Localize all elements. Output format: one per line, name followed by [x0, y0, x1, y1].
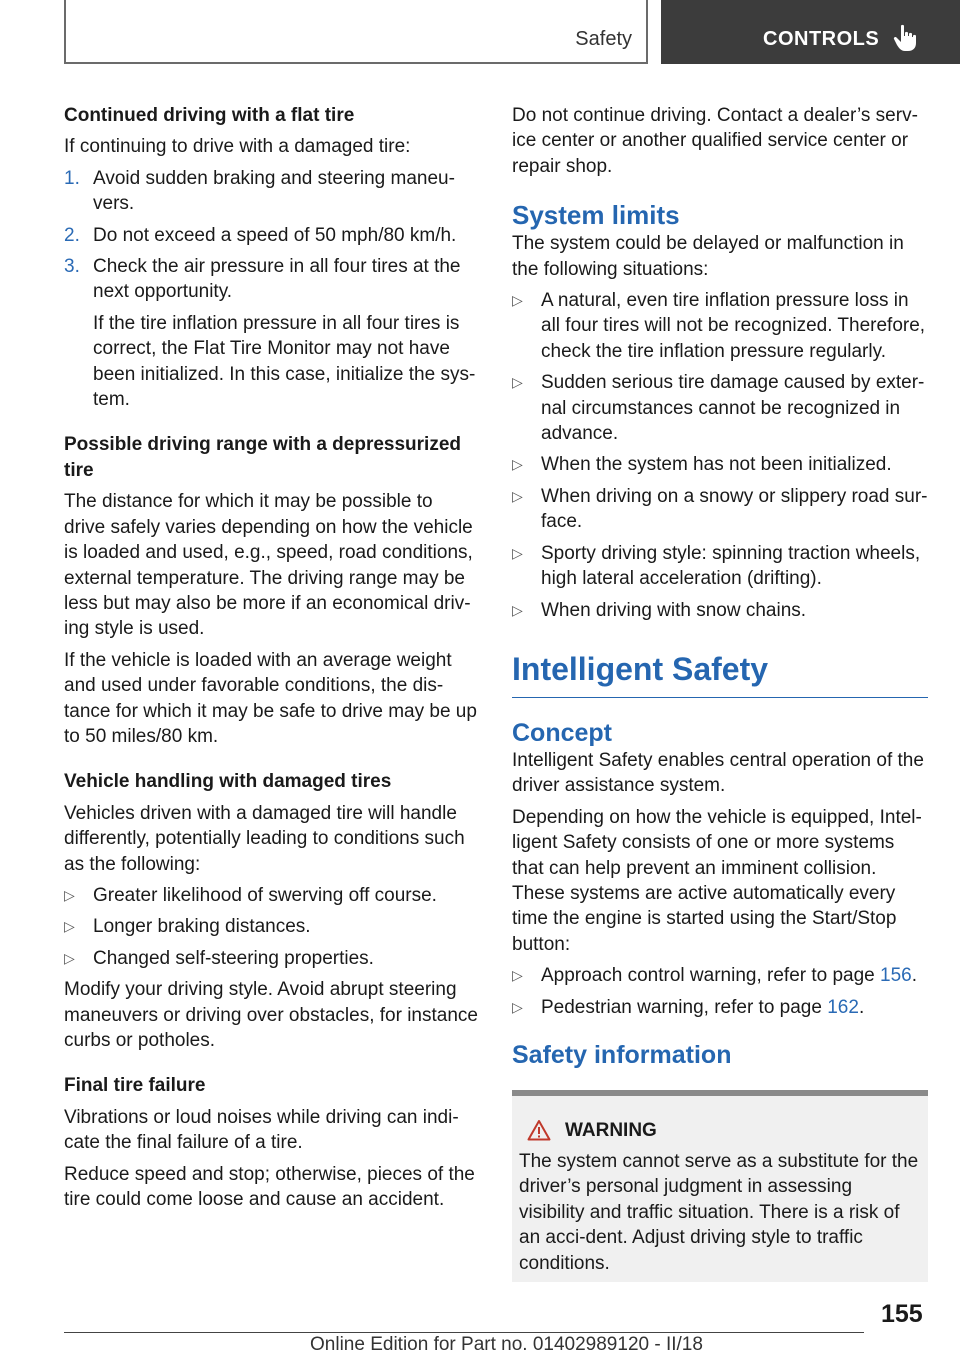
list-item: ▷ Longer braking distances. [64, 914, 479, 939]
list-item: 2. Do not exceed a speed of 50 mph/80 km/h. [64, 224, 457, 246]
step-3-continuation: If the tire inflation pressure in all four tires is correct, the Flat Tire Monitor may not have been initialized. In this case, initialize the sys-tem. [93, 312, 476, 411]
paragraph-limits: The system could be delayed or malfunction in the following situations: [512, 233, 904, 280]
warning-triangle-icon [527, 1119, 551, 1141]
list-item: ▷ Approach control warning, refer to page 156. [512, 963, 928, 988]
list-item: ▷ When driving on a snowy or slippery road sur-face. [512, 485, 928, 533]
list-item: 3. Check the air pressure in all four tires at the next opportunity. If the tire inflation pressure in all four tires is correct, the Flat Tire Monitor may not have been initialized. In this case, initialize the sys-tem. [64, 254, 479, 412]
list-item: ▷ Greater likelihood of swerving off course. [64, 883, 479, 908]
header-section-box [64, 0, 648, 64]
paragraph-range-1: The distance for which it may be possible to drive safely varies depending on how the vehicle is loaded and used, e.g., speed, road conditions, external temperature. The driving range may be less but may also be more if an economical driv-ing style is used. [64, 491, 473, 640]
list-item: ▷ Changed self-steering properties. [64, 946, 479, 971]
triangle-bullet-icon: ▷ [512, 601, 523, 618]
header-chapter-title: CONTROLS [763, 28, 880, 50]
paragraph-modify: Modify your driving style. Avoid abrupt steering maneuvers or driving over obstacles, for instance curbs or potholes. [64, 979, 478, 1051]
triangle-bullet-icon: ▷ [512, 487, 523, 504]
heading-safety-information: Safety information [512, 1040, 732, 1069]
limits-list [512, 288, 928, 623]
handling-list [64, 883, 479, 971]
triangle-bullet-icon: ▷ [512, 544, 523, 561]
warning-text: The system cannot serve as a substitute for the driver’s personal judgment in assessing visibility and traffic situation. There is a risk of an acci-dent. Adjust driving style to traffic conditions. [519, 1150, 919, 1274]
list-item: ▷ When driving with snow chains. [512, 598, 928, 623]
list-item: ▷ Sporty driving style: spinning traction wheels, high lateral acceleration (drifting). [512, 542, 921, 590]
concept-list [512, 963, 928, 1020]
paragraph-handling: Vehicles driven with a damaged tire will handle differently, potentially leading to conditions such as the following: [64, 802, 465, 875]
hand-pointer-icon [893, 24, 919, 52]
footer-divider [64, 1332, 864, 1333]
paragraph-concept-1: Intelligent Safety enables central operation of the driver assistance system. [512, 749, 924, 797]
triangle-bullet-icon: ▷ [512, 967, 523, 984]
heading-final-failure: Final tire failure [64, 1075, 206, 1097]
triangle-bullet-icon: ▷ [64, 886, 75, 903]
triangle-bullet-icon: ▷ [64, 949, 75, 966]
heading-driving-range: Possible driving range with a depressurized tire [64, 434, 461, 481]
left-column [64, 103, 479, 1212]
right-column [512, 103, 928, 1282]
paragraph-dealer: Do not continue driving. Contact a dealer’s serv-ice center or another qualified service center or repair shop. [512, 105, 918, 177]
list-item: ▷ Pedestrian warning, refer to page 162. [512, 995, 928, 1020]
heading-system-limits: System limits [512, 200, 680, 231]
paragraph-flat-tire: If continuing to drive with a damaged tire: [64, 136, 411, 158]
page-number: 155 [881, 1300, 923, 1328]
list-item: ▷ Sudden serious tire damage caused by exter-nal circumstances cannot be recognized in advance. [512, 372, 925, 445]
triangle-bullet-icon: ▷ [512, 292, 523, 309]
heading-intelligent-safety: Intelligent Safety [512, 649, 928, 698]
warning-title: WARNING [565, 1119, 657, 1141]
heading-vehicle-handling: Vehicle handling with damaged tires [64, 771, 392, 793]
paragraph-concept-2: Depending on how the vehicle is equipped, Intel-ligent Safety consists of one or more systems that can help prevent an imminent collision. These systems are active automatically every time the engine is started using the Start/Stop button: [512, 806, 922, 955]
triangle-bullet-icon: ▷ [512, 456, 523, 473]
triangle-bullet-icon: ▷ [512, 374, 523, 391]
paragraph-final-1: Vibrations or loud noises while driving can indi-cate the final failure of a tire. [64, 1106, 459, 1154]
paragraph-final-2: Reduce speed and stop; otherwise, pieces of the tire could come loose and cause an accident. [64, 1163, 475, 1211]
list-item: 1. Avoid sudden braking and steering maneu-vers. [64, 167, 455, 215]
triangle-bullet-icon: ▷ [64, 918, 75, 935]
triangle-bullet-icon: ▷ [512, 998, 523, 1015]
list-item: ▷ When the system has not been initialized. [512, 452, 928, 477]
heading-flat-tire: Continued driving with a flat tire [64, 105, 355, 126]
warning-box [512, 1090, 928, 1282]
header-chapter-box [661, 0, 960, 64]
flat-tire-steps [64, 166, 479, 413]
page-link-156[interactable]: 156 [880, 965, 912, 987]
list-item: ▷ A natural, even tire inflation pressure loss in all four tires will not be recognized. Therefore, check the tire inflation pressure regularly. [512, 290, 926, 362]
heading-concept: Concept [512, 718, 612, 747]
paragraph-range-2: If the vehicle is loaded with an average weight and used under favorable conditions, the dis-tance for which it may be safe to drive may be up to 50 miles/80 km. [64, 649, 477, 747]
page-link-162[interactable]: 162 [827, 996, 859, 1018]
header-section-title: Safety [575, 28, 632, 50]
footer-edition: Online Edition for Part no. 01402989120 - II/18 [310, 1334, 703, 1355]
